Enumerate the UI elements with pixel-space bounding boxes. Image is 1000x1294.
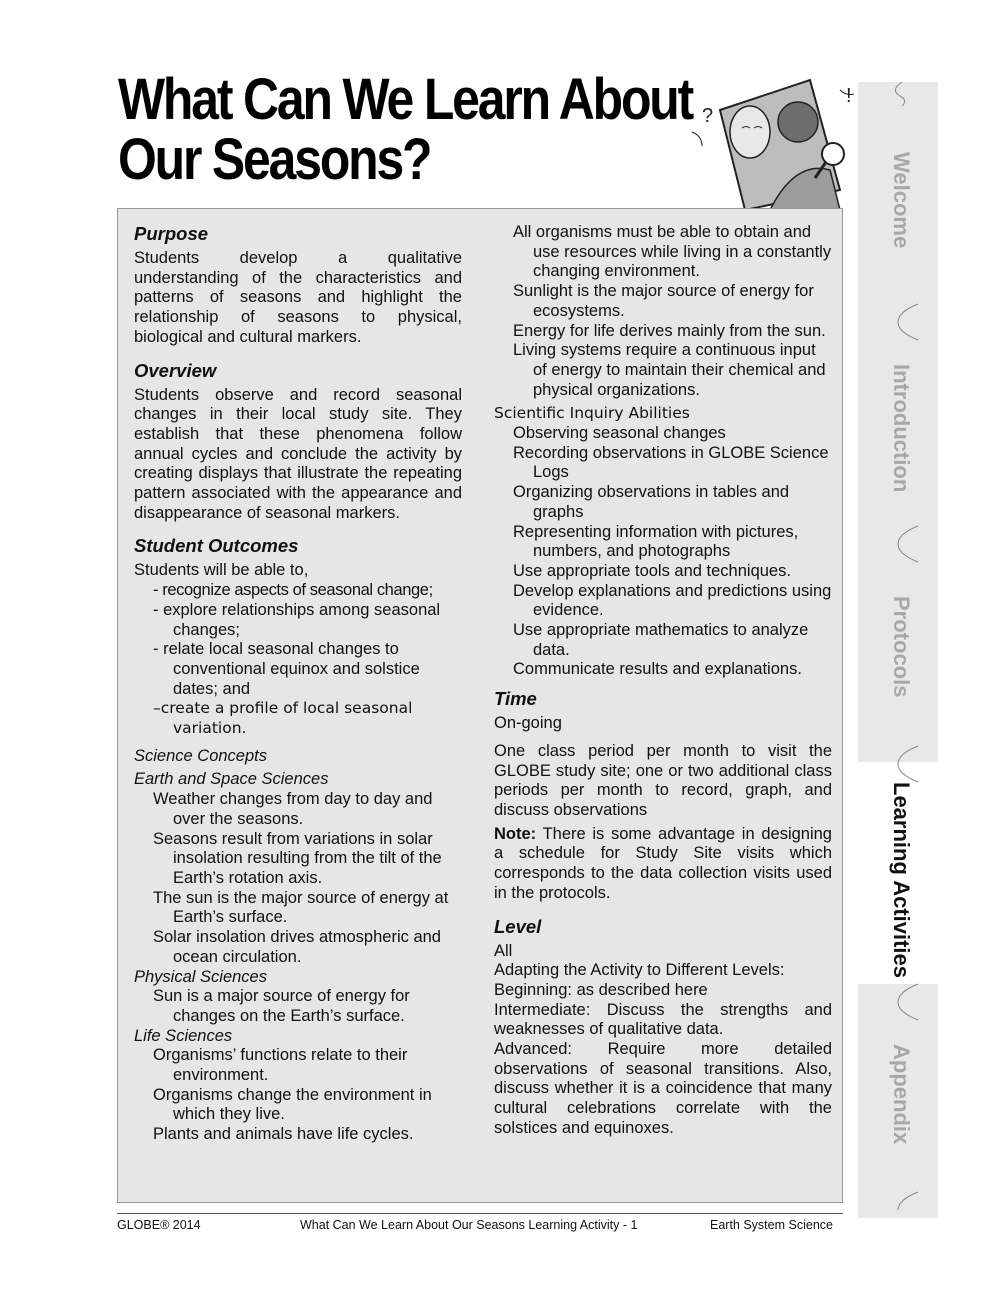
concept-item: Organisms’ functions relate to their environment. bbox=[153, 1046, 408, 1085]
advanced-text: : Require more detailed observations of seasonal transitions. Also, discuss whether it is a coincidence that many cultural celebrations correlate with the solstices and equinoxes. bbox=[494, 1040, 832, 1137]
overview-text: Students observe and record seasonal changes in their local study site. They establish that these phenomena follow annual cycles and conclude the activity by creating displays that illustrate the repeating pattern associated with the appearance and disappearance of seasonal markers. bbox=[134, 385, 462, 522]
concept-item: Sunlight is the major source of energy for ecosystems. bbox=[513, 282, 814, 320]
tab-appendix-label: Appendix bbox=[889, 1044, 914, 1145]
students-illustration bbox=[690, 70, 860, 220]
purpose-text: Students develop a qualitative understanding of the characteristics and patterns of seasons and highlight the relationship of seasons to physical, biological and cultural markers. bbox=[134, 249, 462, 346]
outcomes-heading: Student Outcomes bbox=[134, 535, 299, 557]
outcomes-intro: Students will be able to, bbox=[134, 561, 309, 580]
beginning-label: Beginning bbox=[494, 980, 568, 999]
earth-space-label: Earth and Space Sciences bbox=[134, 770, 329, 789]
purpose-heading: Purpose bbox=[134, 223, 209, 244]
title-line-1: What Can We Learn About bbox=[118, 67, 693, 132]
advanced-paragraph bbox=[494, 1040, 832, 1139]
footer-center: What Can We Learn About Our Seasons Learning Activity - 1 bbox=[300, 1218, 638, 1232]
footer-right: Earth System Science bbox=[710, 1218, 833, 1232]
svg-text:?: ? bbox=[702, 105, 714, 127]
time-heading: Time bbox=[494, 688, 537, 710]
footer-left: GLOBE® 2014 bbox=[117, 1218, 201, 1232]
page-title bbox=[118, 67, 693, 192]
level-heading: Level bbox=[494, 915, 542, 937]
intermediate-label: Intermediate bbox=[494, 1000, 586, 1019]
concept-item: Solar insolation drives atmospheric and ocean circulation. bbox=[153, 928, 441, 966]
right-column bbox=[494, 223, 832, 1139]
concept-item: Organisms change the environment in which they live. bbox=[153, 1085, 432, 1124]
outcome-item: - relate local seasonal changes to conventional equinox and solstice dates; and bbox=[153, 640, 420, 698]
tab-introduction-label: Introduction bbox=[889, 364, 914, 493]
footer-divider bbox=[117, 1213, 843, 1214]
science-concepts-label: Science Concepts bbox=[134, 746, 267, 765]
concept-item: Weather changes from day to day and over the seasons. bbox=[153, 790, 433, 828]
intermediate-paragraph bbox=[494, 1001, 832, 1040]
tab-protocols-label: Protocols bbox=[889, 596, 914, 698]
concept-item: All organisms must be able to obtain and use resources while living in a constantly changing environment. bbox=[513, 223, 832, 281]
tab-welcome-label: Welcome bbox=[889, 152, 914, 249]
note-paragraph bbox=[494, 825, 832, 904]
title-line-2: Our Seasons? bbox=[118, 127, 431, 192]
concept-item: Living systems require a continuous input of energy to maintain their chemical and physical organizations. bbox=[513, 341, 826, 399]
life-sciences-label: Life Sciences bbox=[134, 1026, 233, 1045]
inquiry-item: Observing seasonal changes bbox=[513, 424, 726, 443]
physical-sciences-label: Physical Sciences bbox=[134, 967, 267, 986]
outcome-item: - recognize aspects of seasonal change; bbox=[153, 581, 433, 600]
note-label: Note: bbox=[494, 824, 537, 843]
time-value: On-going bbox=[494, 714, 562, 733]
inquiry-item: Communicate results and explanations. bbox=[513, 660, 802, 679]
left-column bbox=[134, 223, 462, 1145]
section-tabs bbox=[858, 82, 938, 1218]
adapting-heading: Adapting the Activity to Different Levels: bbox=[494, 961, 785, 980]
advanced-label: Advanced bbox=[494, 1040, 568, 1059]
inquiry-heading: Scientific Inquiry Abilities bbox=[494, 404, 690, 423]
overview-heading: Overview bbox=[134, 359, 217, 381]
inquiry-item: Develop explanations and predictions using evidence. bbox=[513, 581, 832, 620]
outcome-item: –create a profile of local seasonal variation. bbox=[153, 699, 413, 738]
concept-item: Plants and animals have life cycles. bbox=[153, 1125, 414, 1144]
outcome-item: - explore relationships among seasonal changes; bbox=[153, 600, 441, 639]
concept-item: The sun is the major source of energy at Earth’s surface. bbox=[153, 888, 449, 927]
concept-item: Energy for life derives mainly from the sun. bbox=[513, 321, 826, 340]
tab-dividers bbox=[858, 82, 938, 1218]
tab-learning-activities-label: Learning Activities bbox=[889, 782, 914, 979]
level-value: All bbox=[494, 941, 513, 960]
inquiry-item: Organizing observations in tables and graphs bbox=[513, 483, 790, 521]
svg-text:!: ! bbox=[846, 85, 852, 107]
beginning-paragraph bbox=[494, 981, 832, 1001]
intermediate-text: : Discuss the strengths and weaknesses of qualitative data. bbox=[494, 1000, 832, 1039]
inquiry-item: Use appropriate tools and techniques. bbox=[513, 561, 791, 580]
inquiry-item: Recording observations in GLOBE Science Logs bbox=[513, 443, 829, 482]
concept-item: Sun is a major source of energy for changes on the Earth’s surface. bbox=[153, 987, 410, 1025]
inquiry-item: Use appropriate mathematics to analyze data. bbox=[513, 621, 809, 659]
concept-item: Seasons result from variations in solar insolation resulting from the tilt of the Earth’s rotation axis. bbox=[153, 829, 442, 887]
inquiry-item: Representing information with pictures, numbers, and photographs bbox=[513, 522, 799, 561]
note-text: There is some advantage in designing a schedule for Study Site visits which corresponds to the data collection visits used in the protocols. bbox=[494, 824, 832, 902]
time-text: One class period per month to visit the GLOBE study site; one or two additional class periods per month to record, graph, and discuss observations bbox=[494, 741, 832, 819]
beginning-text: : as described here bbox=[567, 980, 708, 999]
